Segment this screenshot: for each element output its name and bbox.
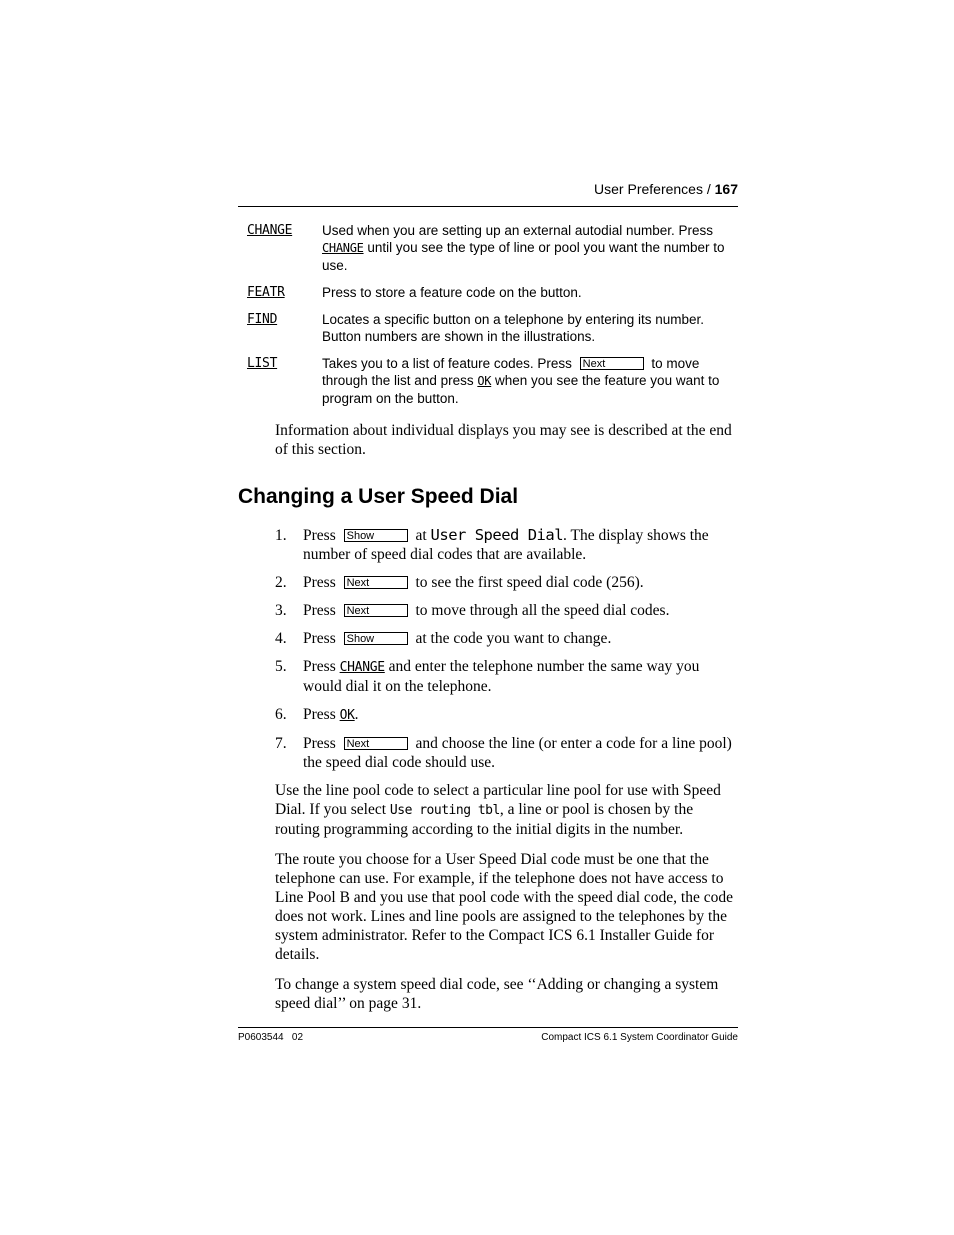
display-code: OK: [477, 374, 492, 388]
step-text: Press Show at User Speed Dial. The display shows the number of speed dial codes that are available.: [303, 526, 709, 563]
display-code: CHANGE: [322, 241, 364, 255]
section-title: Changing a User Speed Dial: [238, 485, 519, 508]
definition-description: [322, 355, 738, 407]
step-text: Press Next to see the first speed dial code (256).: [303, 574, 644, 591]
step-number: 5.: [275, 658, 287, 675]
step-item: [275, 657, 738, 696]
step-item: [275, 526, 738, 564]
step-number: 7.: [275, 735, 287, 752]
step-number: 3.: [275, 602, 287, 619]
show-key-box: Show: [344, 529, 408, 542]
show-key-box: Show: [344, 632, 408, 645]
steps-list: [275, 526, 738, 781]
definition-item: [247, 222, 738, 274]
step-item: [275, 734, 738, 772]
next-key-box: Next: [344, 604, 408, 617]
display-code: Use routing tbl: [389, 803, 500, 818]
definition-item: [247, 355, 738, 407]
system-speed-dial-paragraph: To change a system speed dial code, see ‘‘Adding or changing a system speed dial’’ on page 31.: [275, 976, 719, 1012]
document-title: Compact ICS 6.1 System Coordinator Guide: [541, 1032, 738, 1043]
definition-description: Press to store a feature code on the button.: [322, 285, 582, 300]
step-item: [275, 705, 738, 725]
header-section: User Preferences: [594, 181, 703, 197]
step-number: 2.: [275, 574, 287, 591]
display-code: CHANGE: [339, 660, 385, 675]
definition-description: Locates a specific button on a telephone by entering its number. Button numbers are shown in the illustrations.: [322, 312, 705, 344]
definition-description: [322, 222, 738, 274]
intro-paragraph: Information about individual displays you may see is described at the end of this section.: [275, 422, 732, 458]
definition-item: [247, 284, 738, 301]
step-item: [275, 573, 738, 592]
document-number: P0603544 02: [238, 1032, 304, 1043]
desc-text: Takes you to a list of feature codes. Press: [322, 356, 576, 371]
step-number: 6.: [275, 706, 287, 723]
running-header: [238, 180, 738, 207]
desc-text: until you see the type of line or pool you want the number to use.: [322, 240, 725, 273]
definition-term: FIND: [247, 312, 278, 327]
definition-term: LIST: [247, 356, 278, 371]
definition-term: FEATR: [247, 285, 285, 300]
step-text: Press CHANGE and enter the telephone number the same way you would dial it on the telephone.: [303, 658, 700, 695]
header-separator: /: [706, 181, 711, 197]
next-key-box: Next: [344, 576, 408, 589]
step-text: Press Next to move through all the speed dial codes.: [303, 602, 670, 619]
display-code: OK: [339, 708, 355, 723]
page-number: 167: [714, 181, 738, 197]
header-text: [594, 180, 738, 198]
definition-term: CHANGE: [247, 223, 293, 238]
definition-item: [247, 311, 738, 345]
step-item: [275, 601, 738, 620]
step-text: Press OK.: [303, 706, 359, 723]
next-key-box: Next: [344, 737, 408, 750]
desc-text: to move through the list and press: [322, 356, 700, 388]
line-pool-paragraph: Use the line pool code to select a particular line pool for use with Speed Dial. If you select Use routing tbl, a line or pool is chosen by the routing programming according to the initial digits in the number.: [275, 782, 721, 838]
desc-text: when you see the feature you want to program on the button.: [322, 373, 720, 406]
step-text: Press Next and choose the line (or enter a code for a line pool) the speed dial code should use.: [303, 735, 732, 771]
softkey-definitions: [247, 222, 738, 417]
step-number: 4.: [275, 630, 287, 647]
step-text: Press Show at the code you want to change.: [303, 630, 612, 647]
next-key-box: Next: [580, 357, 644, 370]
running-footer: [238, 1027, 738, 1043]
route-paragraph: The route you choose for a User Speed Dial code must be one that the telephone can use. For example, if the telephone does not have access to Line Pool B and you use that pool code with the speed dial code, the code does not work. Lines and line pools are assigned to the telephones by the system administrator. Refer to the Compact ICS 6.1 Installer Guide for details.: [275, 851, 733, 963]
step-number: 1.: [275, 527, 287, 544]
desc-text: Used when you are setting up an external autodial number. Press: [322, 223, 713, 238]
display-code: User Speed Dial: [430, 526, 564, 544]
step-item: [275, 629, 738, 648]
